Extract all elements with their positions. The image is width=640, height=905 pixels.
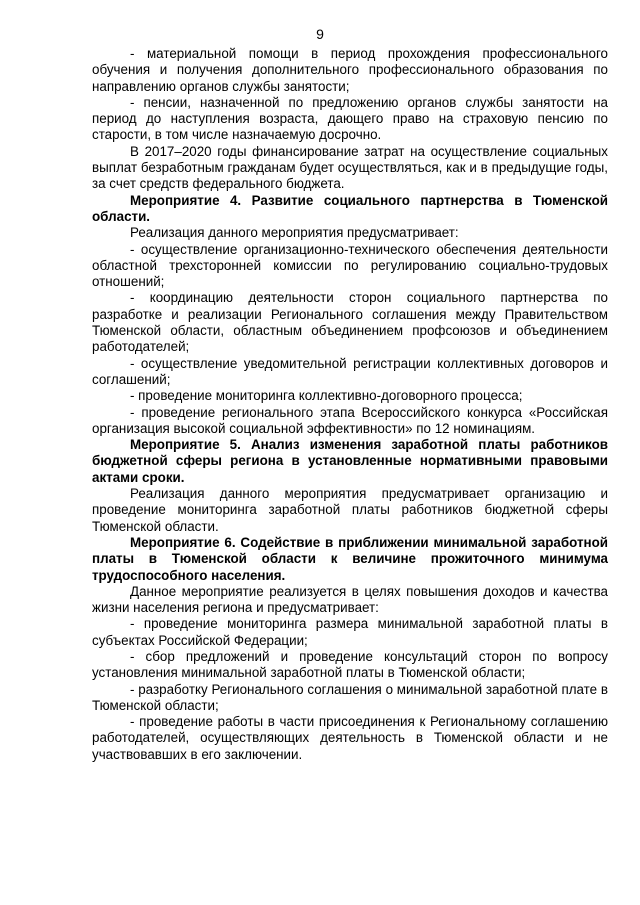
section-heading: Мероприятие 5. Анализ изменения заработной платы работников бюджетной сферы региона в установленные нормативными правовыми актами сроки.: [92, 437, 608, 485]
paragraph: Данное мероприятие реализуется в целях повышения доходов и качества жизни населения региона и предусматривает:: [92, 583, 608, 616]
section-heading: Мероприятие 6. Содействие в приближении минимальной заработной платы в Тюменской области к величине прожиточного минимума трудоспособного населения.: [92, 534, 608, 583]
list-item: - осуществление организационно-технического обеспечения деятельности областной трехсторонней комиссии по регулированию социально-трудовых отношений;: [92, 241, 608, 290]
list-item: - осуществление уведомительной регистрации коллективных договоров и соглашений;: [92, 355, 608, 387]
list-item: - сбор предложений и проведение консультаций сторон по вопросу установления минимальной заработной платы в Тюменской области;: [92, 648, 608, 681]
list-item: - проведение работы в части присоединения к Региональному соглашению работодателей, осуществляющих деятельность в Тюменской области и не участвовавших в его заключении.: [92, 714, 608, 762]
paragraph: - материальной помощи в период прохождения профессионального обучения и получения дополнительного профессионального образования по направлению органов службы занятости;: [92, 46, 608, 94]
paragraph: Реализация данного мероприятия предусматривает организацию и проведение мониторинга заработной платы работников бюджетной сферы Тюменской области.: [92, 486, 608, 534]
list-item: - проведение мониторинга коллективно-договорного процесса;: [130, 388, 523, 404]
paragraph: Реализация данного мероприятия предусматривает:: [130, 225, 459, 241]
paragraph: - пенсии, назначенной по предложению органов службы занятости на период до наступления возраста, дающего право на страховую пенсию по старости, в том числе назначаемую досрочно.: [92, 94, 608, 143]
page-number: 9: [316, 26, 324, 42]
document-body: [92, 46, 608, 763]
section-heading: Мероприятие 4. Развитие социального партнерства в Тюменской области.: [92, 192, 608, 224]
list-item: - разработку Регионального соглашения о минимальной заработной плате в Тюменской области;: [92, 681, 608, 713]
list-item: - проведение регионального этапа Всероссийского конкурса «Российская организация высокой социальной эффективности» по 12 номинациям.: [92, 404, 608, 436]
list-item: - проведение мониторинга размера минимальной заработной платы в субъектах Российской Федерации;: [92, 616, 608, 648]
paragraph: В 2017–2020 годы финансирование затрат на осуществление социальных выплат безработным гражданам будет осуществляться, как и в предыдущие годы, за счет средств федерального бюджета.: [92, 143, 608, 192]
list-item: - координацию деятельности сторон социального партнерства по разработке и реализации Регионального соглашения между Правительством Тюменской области, областным объединением профсоюзов и объединением работодателей;: [92, 290, 608, 355]
